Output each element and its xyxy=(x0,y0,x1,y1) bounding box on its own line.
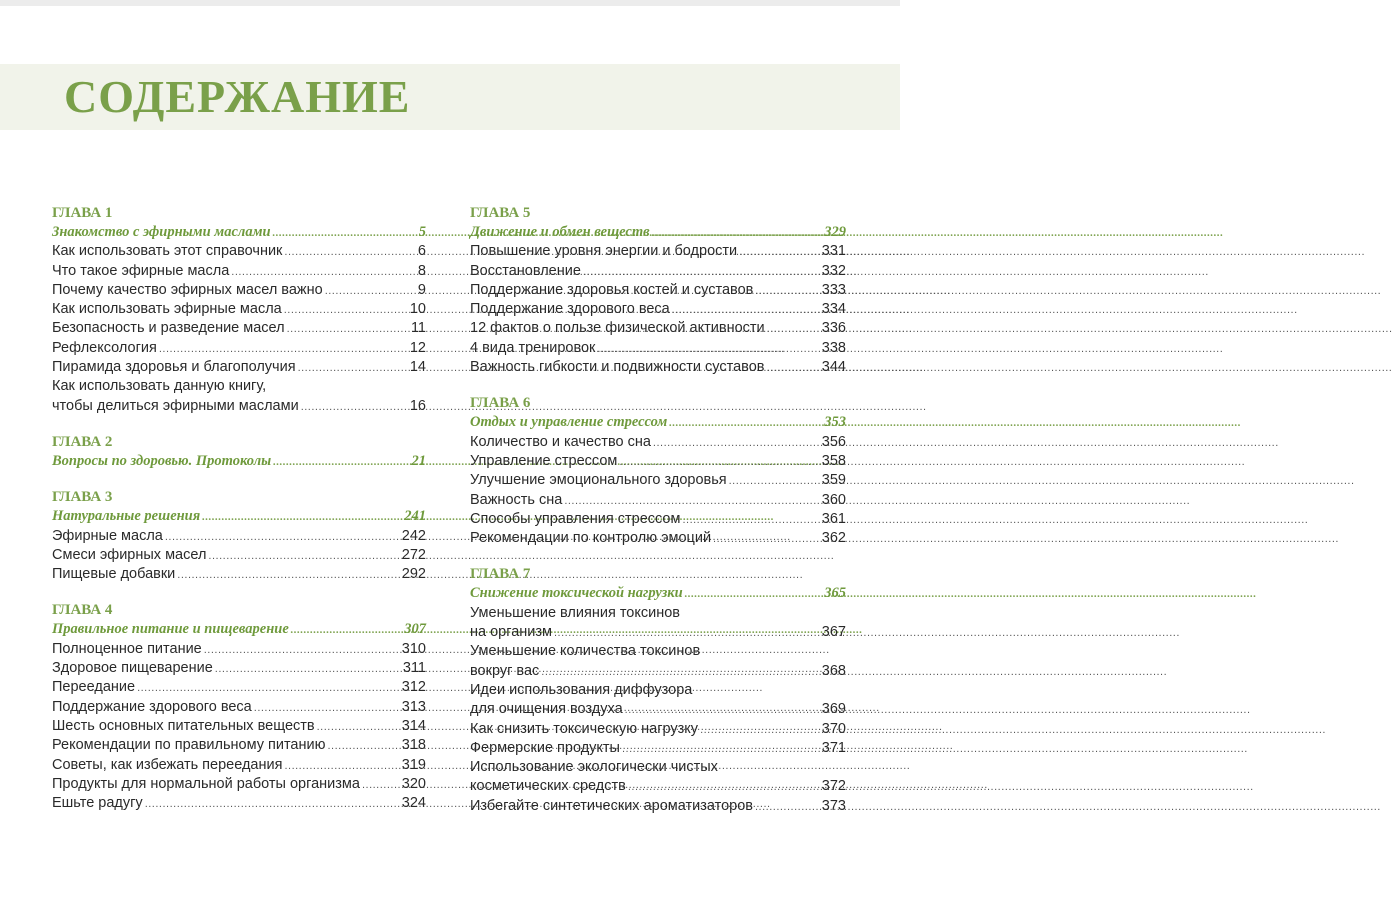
chapter-heading: ГЛАВА 6 xyxy=(470,395,531,412)
chapter-gap xyxy=(470,548,846,565)
toc-entry-label: Рекомендации по контролю эмоций xyxy=(470,530,712,547)
chapter-heading: ГЛАВА 7 xyxy=(470,566,531,583)
toc-entry-label: Поддержание здорового веса xyxy=(470,301,670,318)
dot-leader xyxy=(755,798,820,817)
dot-leader xyxy=(273,224,417,243)
toc-entry[interactable] xyxy=(470,433,846,452)
toc-entry-label: чтобы делиться эфирными маслами xyxy=(52,397,299,414)
toc-entry-label: Безопасность и разведение масел xyxy=(52,320,285,337)
toc-entry-line1[interactable]: Идеи использования диффузора xyxy=(470,681,693,698)
toc-entry[interactable] xyxy=(52,736,426,755)
dot-leader xyxy=(669,414,822,433)
toc-entry-page: 14 xyxy=(409,359,426,376)
toc-entry-label: для очищения воздуха xyxy=(470,701,623,718)
dot-leader xyxy=(284,243,416,262)
dot-leader xyxy=(625,701,820,720)
chapter-gap xyxy=(52,471,426,488)
dot-leader xyxy=(291,621,402,640)
dot-leader xyxy=(177,566,400,585)
dot-leader xyxy=(729,472,820,491)
toc-entry-page: 371 xyxy=(821,739,846,756)
chapter-section-entry[interactable] xyxy=(52,223,426,242)
dot-leader xyxy=(622,740,820,759)
chapter-section-entry[interactable] xyxy=(470,223,846,242)
toc-entry-line1[interactable]: Использование экологически чистых xyxy=(470,759,718,776)
toc-entry-page: 314 xyxy=(401,717,426,734)
dot-leader xyxy=(766,359,819,378)
chapter-section-entry[interactable] xyxy=(470,584,846,603)
chapter-section-entry-label: Знакомство с эфирными маслами xyxy=(52,224,271,240)
toc-entry-label: Рекомендации по правильному питанию xyxy=(52,737,326,754)
toc-entry-page: 333 xyxy=(821,281,846,298)
toc-entry-label: Здоровое пищеварение xyxy=(52,660,213,677)
dot-leader xyxy=(273,453,409,472)
dot-leader xyxy=(298,359,408,378)
toc-entry-label: Эфирные масла xyxy=(52,527,163,544)
toc-entry-label: Важность гибкости и подвижности суставов xyxy=(470,359,765,376)
toc-entry-page: 320 xyxy=(401,775,426,792)
chapter-gap xyxy=(52,584,426,601)
toc-entry[interactable] xyxy=(470,529,846,548)
dot-leader xyxy=(619,453,819,472)
toc-entry-label: 4 вида тренировок xyxy=(470,339,596,356)
toc-entry-page: 356 xyxy=(821,433,846,450)
toc-entry-label: Почему качество эфирных масел важно xyxy=(52,281,323,298)
toc-entry[interactable] xyxy=(52,756,426,775)
dot-leader xyxy=(685,585,823,604)
toc-entry-page: 272 xyxy=(401,546,426,563)
dot-leader xyxy=(583,263,820,282)
chapter-section-entry-page: 21 xyxy=(411,452,426,469)
chapter-section-entry-page: 5 xyxy=(418,224,426,240)
toc-entry[interactable] xyxy=(470,262,846,281)
toc-column-left xyxy=(52,204,426,813)
toc-entry-page: 373 xyxy=(821,797,846,814)
chapter-gap xyxy=(52,416,426,433)
chapter-section-entry-label: Натуральные решения xyxy=(52,508,201,525)
toc-entry-page: 336 xyxy=(821,320,846,337)
chapter-block xyxy=(52,488,426,584)
chapter-block xyxy=(470,565,846,816)
chapter-heading: ГЛАВА 5 xyxy=(470,205,531,221)
toc-entry-page: 358 xyxy=(821,452,846,469)
toc-entry[interactable] xyxy=(470,339,846,358)
dot-leader xyxy=(287,320,409,339)
toc-column-right xyxy=(470,204,846,816)
toc-entry-page: 11 xyxy=(410,320,426,337)
dot-leader xyxy=(325,282,416,301)
toc-entry-page: 311 xyxy=(402,660,426,677)
chapter-section-entry-label: Снижение токсической нагрузки xyxy=(470,585,683,602)
toc-entry-page: 360 xyxy=(821,491,846,508)
toc-entry-page: 367 xyxy=(821,624,846,641)
dot-leader xyxy=(159,340,408,359)
toc-entry[interactable] xyxy=(470,720,846,739)
toc-entry[interactable] xyxy=(470,319,846,338)
toc-entry-page: 362 xyxy=(821,530,846,547)
toc-entry-label: Избегайте синтетических ароматизаторов xyxy=(470,797,753,814)
toc-entry-page: 9 xyxy=(417,281,426,298)
toc-entry[interactable] xyxy=(470,777,846,796)
chapter-section-entry-label: Вопросы по здоровью. Протоколы xyxy=(52,452,272,469)
toc-entry-label: Важность сна xyxy=(470,491,563,508)
toc-entry[interactable] xyxy=(52,358,426,377)
chapter-section-entry-page: 329 xyxy=(824,224,846,240)
toc-entry-page: 338 xyxy=(821,339,846,356)
toc-entry-page: 331 xyxy=(821,243,846,260)
toc-entry[interactable] xyxy=(470,452,846,471)
toc-entry-label: Ешьте радугу xyxy=(52,795,143,812)
toc-entry-page: 310 xyxy=(401,640,426,657)
toc-entry-label: косметических средств xyxy=(470,778,626,795)
toc-entry[interactable] xyxy=(52,546,426,565)
toc-entry-page: 369 xyxy=(821,701,846,718)
toc-entry-page: 319 xyxy=(401,756,426,773)
toc-entry-label: Продукты для нормальной работы организма xyxy=(52,775,360,792)
toc-entry-page: 372 xyxy=(821,778,846,795)
toc-entry-page: 334 xyxy=(821,301,846,318)
toc-entry-page: 370 xyxy=(821,720,846,737)
toc-entry-page: 324 xyxy=(401,795,426,812)
chapter-block xyxy=(52,433,426,471)
toc-entry-label: Улучшение эмоционального здоровья xyxy=(470,472,727,489)
dot-leader xyxy=(231,263,416,282)
toc-entry[interactable] xyxy=(470,281,846,300)
dot-leader xyxy=(652,224,823,243)
toc-entry-label: Что такое эфирные масла xyxy=(52,262,230,279)
dot-leader xyxy=(202,508,402,527)
toc-entry[interactable] xyxy=(52,300,426,319)
dot-leader xyxy=(541,663,820,682)
dot-leader xyxy=(564,492,819,511)
toc-entry-label: 12 фактов о пользе физической активности xyxy=(470,320,765,337)
toc-entry-page: 6 xyxy=(417,243,426,260)
chapter-section-entry[interactable] xyxy=(470,413,846,432)
toc-entry-line1[interactable]: Как использовать данную книгу, xyxy=(52,378,267,395)
dot-leader xyxy=(653,434,820,453)
toc-entry-label: Полноценное питание xyxy=(52,640,202,657)
dot-leader xyxy=(327,737,399,756)
chapter-section-entry[interactable] xyxy=(52,620,426,639)
toc-entry[interactable] xyxy=(470,662,846,681)
dot-leader xyxy=(597,340,819,359)
toc-entry-label: Поддержание здоровья костей и суставов xyxy=(470,281,754,298)
toc-entry-label: Смеси эфирных масел xyxy=(52,546,207,563)
toc-entry[interactable] xyxy=(52,281,426,300)
chapter-block xyxy=(52,601,426,813)
toc-entry[interactable] xyxy=(52,698,426,717)
toc-entry-page: 10 xyxy=(409,301,426,318)
dot-leader xyxy=(317,718,400,737)
chapter-section-entry-page: 353 xyxy=(824,414,846,431)
dot-leader xyxy=(145,795,400,814)
dot-leader xyxy=(165,528,400,547)
dot-leader xyxy=(767,320,820,339)
toc-entry[interactable] xyxy=(52,527,426,546)
dot-leader xyxy=(739,243,820,262)
toc-entry[interactable] xyxy=(470,623,846,642)
dot-leader xyxy=(284,757,399,776)
toc-entry[interactable] xyxy=(52,242,426,261)
toc-entry-page: 318 xyxy=(401,737,426,754)
toc-entry-page: 344 xyxy=(821,359,846,376)
toc-entry-label: Как использовать эфирные масла xyxy=(52,301,282,318)
toc-entry[interactable] xyxy=(52,794,426,813)
toc-entry-label: Пищевые добавки xyxy=(52,566,176,583)
toc-entry-page: 368 xyxy=(821,662,846,679)
dot-leader xyxy=(254,699,400,718)
toc-entry[interactable] xyxy=(470,700,846,719)
toc-entry[interactable] xyxy=(470,358,846,377)
toc-entry-label: вокруг вас xyxy=(470,662,540,679)
toc-entry-label: на организм xyxy=(470,624,552,641)
chapter-section-entry-page: 365 xyxy=(824,585,846,602)
chapter-section-entry[interactable] xyxy=(52,507,426,526)
toc-entry[interactable] xyxy=(470,242,846,261)
dot-leader xyxy=(137,679,400,698)
toc-entry-line1[interactable]: Уменьшение влияния токсинов xyxy=(470,604,680,621)
dot-leader xyxy=(713,530,820,549)
toc-entry-label: Переедание xyxy=(52,679,136,696)
toc-entry[interactable] xyxy=(52,565,426,584)
toc-entry-page: 359 xyxy=(821,472,846,489)
chapter-section-entry-label: Отдых и управление стрессом xyxy=(470,414,668,431)
chapter-section-entry-label: Движение и обмен веществ xyxy=(470,224,650,240)
toc-entry-page: 361 xyxy=(821,510,846,527)
toc-entry-page: 313 xyxy=(401,698,426,715)
dot-leader xyxy=(208,547,399,566)
toc-entry-label: Фермерские продукты xyxy=(470,739,620,756)
toc-entry[interactable] xyxy=(470,797,846,816)
toc-entry-label: Восстановление xyxy=(470,262,581,279)
toc-entry-label: Способы управления стрессом xyxy=(470,510,681,527)
toc-entry-label: Рефлексология xyxy=(52,339,157,356)
toc-entry[interactable] xyxy=(52,319,426,338)
dot-leader xyxy=(204,641,400,660)
dot-leader xyxy=(215,660,401,679)
toc-entry[interactable] xyxy=(52,775,426,794)
chapter-heading: ГЛАВА 1 xyxy=(52,205,113,221)
toc-entry-label: Поддержание здорового веса xyxy=(52,698,252,715)
chapter-section-entry-page: 241 xyxy=(404,508,426,525)
dot-leader xyxy=(700,721,820,740)
toc-entry-label: Количество и качество сна xyxy=(470,433,651,450)
toc-entry[interactable] xyxy=(470,510,846,529)
toc-entry-page: 8 xyxy=(417,262,426,279)
dot-leader xyxy=(755,282,819,301)
dot-leader xyxy=(362,776,400,795)
toc-entry[interactable] xyxy=(52,262,426,281)
toc-entry-label: Как снизить токсическую нагрузку xyxy=(470,720,699,737)
chapter-heading: ГЛАВА 4 xyxy=(52,602,113,619)
chapter-gap xyxy=(470,377,846,394)
toc-entry-label: Шесть основных питательных веществ xyxy=(52,717,315,734)
toc-entry-page: 332 xyxy=(821,262,846,279)
toc-entry[interactable] xyxy=(470,491,846,510)
toc-entry-line1[interactable]: Уменьшение количества токсинов xyxy=(470,643,701,660)
toc-entry[interactable] xyxy=(470,300,846,319)
chapter-heading: ГЛАВА 3 xyxy=(52,489,113,506)
toc-entry-label: Пирамида здоровья и благополучия xyxy=(52,359,296,376)
toc-entry[interactable] xyxy=(52,659,426,678)
toc-entry[interactable] xyxy=(52,717,426,736)
chapter-section-entry[interactable] xyxy=(52,452,426,471)
toc-entry-label: Как использовать этот справочник xyxy=(52,243,283,260)
dot-leader xyxy=(628,778,820,797)
toc-entry[interactable] xyxy=(470,471,846,490)
toc-entry-page: 242 xyxy=(401,527,426,544)
toc-entry[interactable] xyxy=(52,397,426,416)
toc-entry[interactable] xyxy=(52,678,426,697)
toc-entry-label: Повышение уровня энергии и бодрости xyxy=(470,243,738,260)
toc-entry-page: 312 xyxy=(401,679,426,696)
chapter-block xyxy=(470,394,846,548)
toc-entry-label: Управление стрессом xyxy=(470,452,618,469)
chapter-section-entry-page: 307 xyxy=(404,621,426,638)
page-title: СОДЕРЖАНИЕ xyxy=(64,71,411,122)
top-edge-strip xyxy=(0,0,900,6)
toc-entry-page: 292 xyxy=(401,566,426,583)
toc-entry-page: 12 xyxy=(409,339,426,356)
toc-entry[interactable] xyxy=(470,739,846,758)
dot-leader xyxy=(301,398,408,417)
dot-leader xyxy=(284,301,408,320)
toc-entry-page: 16 xyxy=(409,397,426,414)
dot-leader xyxy=(672,301,820,320)
toc-entry[interactable] xyxy=(52,640,426,659)
toc-entry[interactable] xyxy=(52,339,426,358)
dot-leader xyxy=(682,511,819,530)
toc-entry-label: Советы, как избежать переедания xyxy=(52,756,283,773)
chapter-section-entry-label: Правильное питание и пищеварение xyxy=(52,621,289,638)
chapter-block xyxy=(52,204,426,416)
dot-leader xyxy=(554,624,820,643)
chapter-heading: ГЛАВА 2 xyxy=(52,433,113,450)
chapter-block xyxy=(470,204,846,377)
